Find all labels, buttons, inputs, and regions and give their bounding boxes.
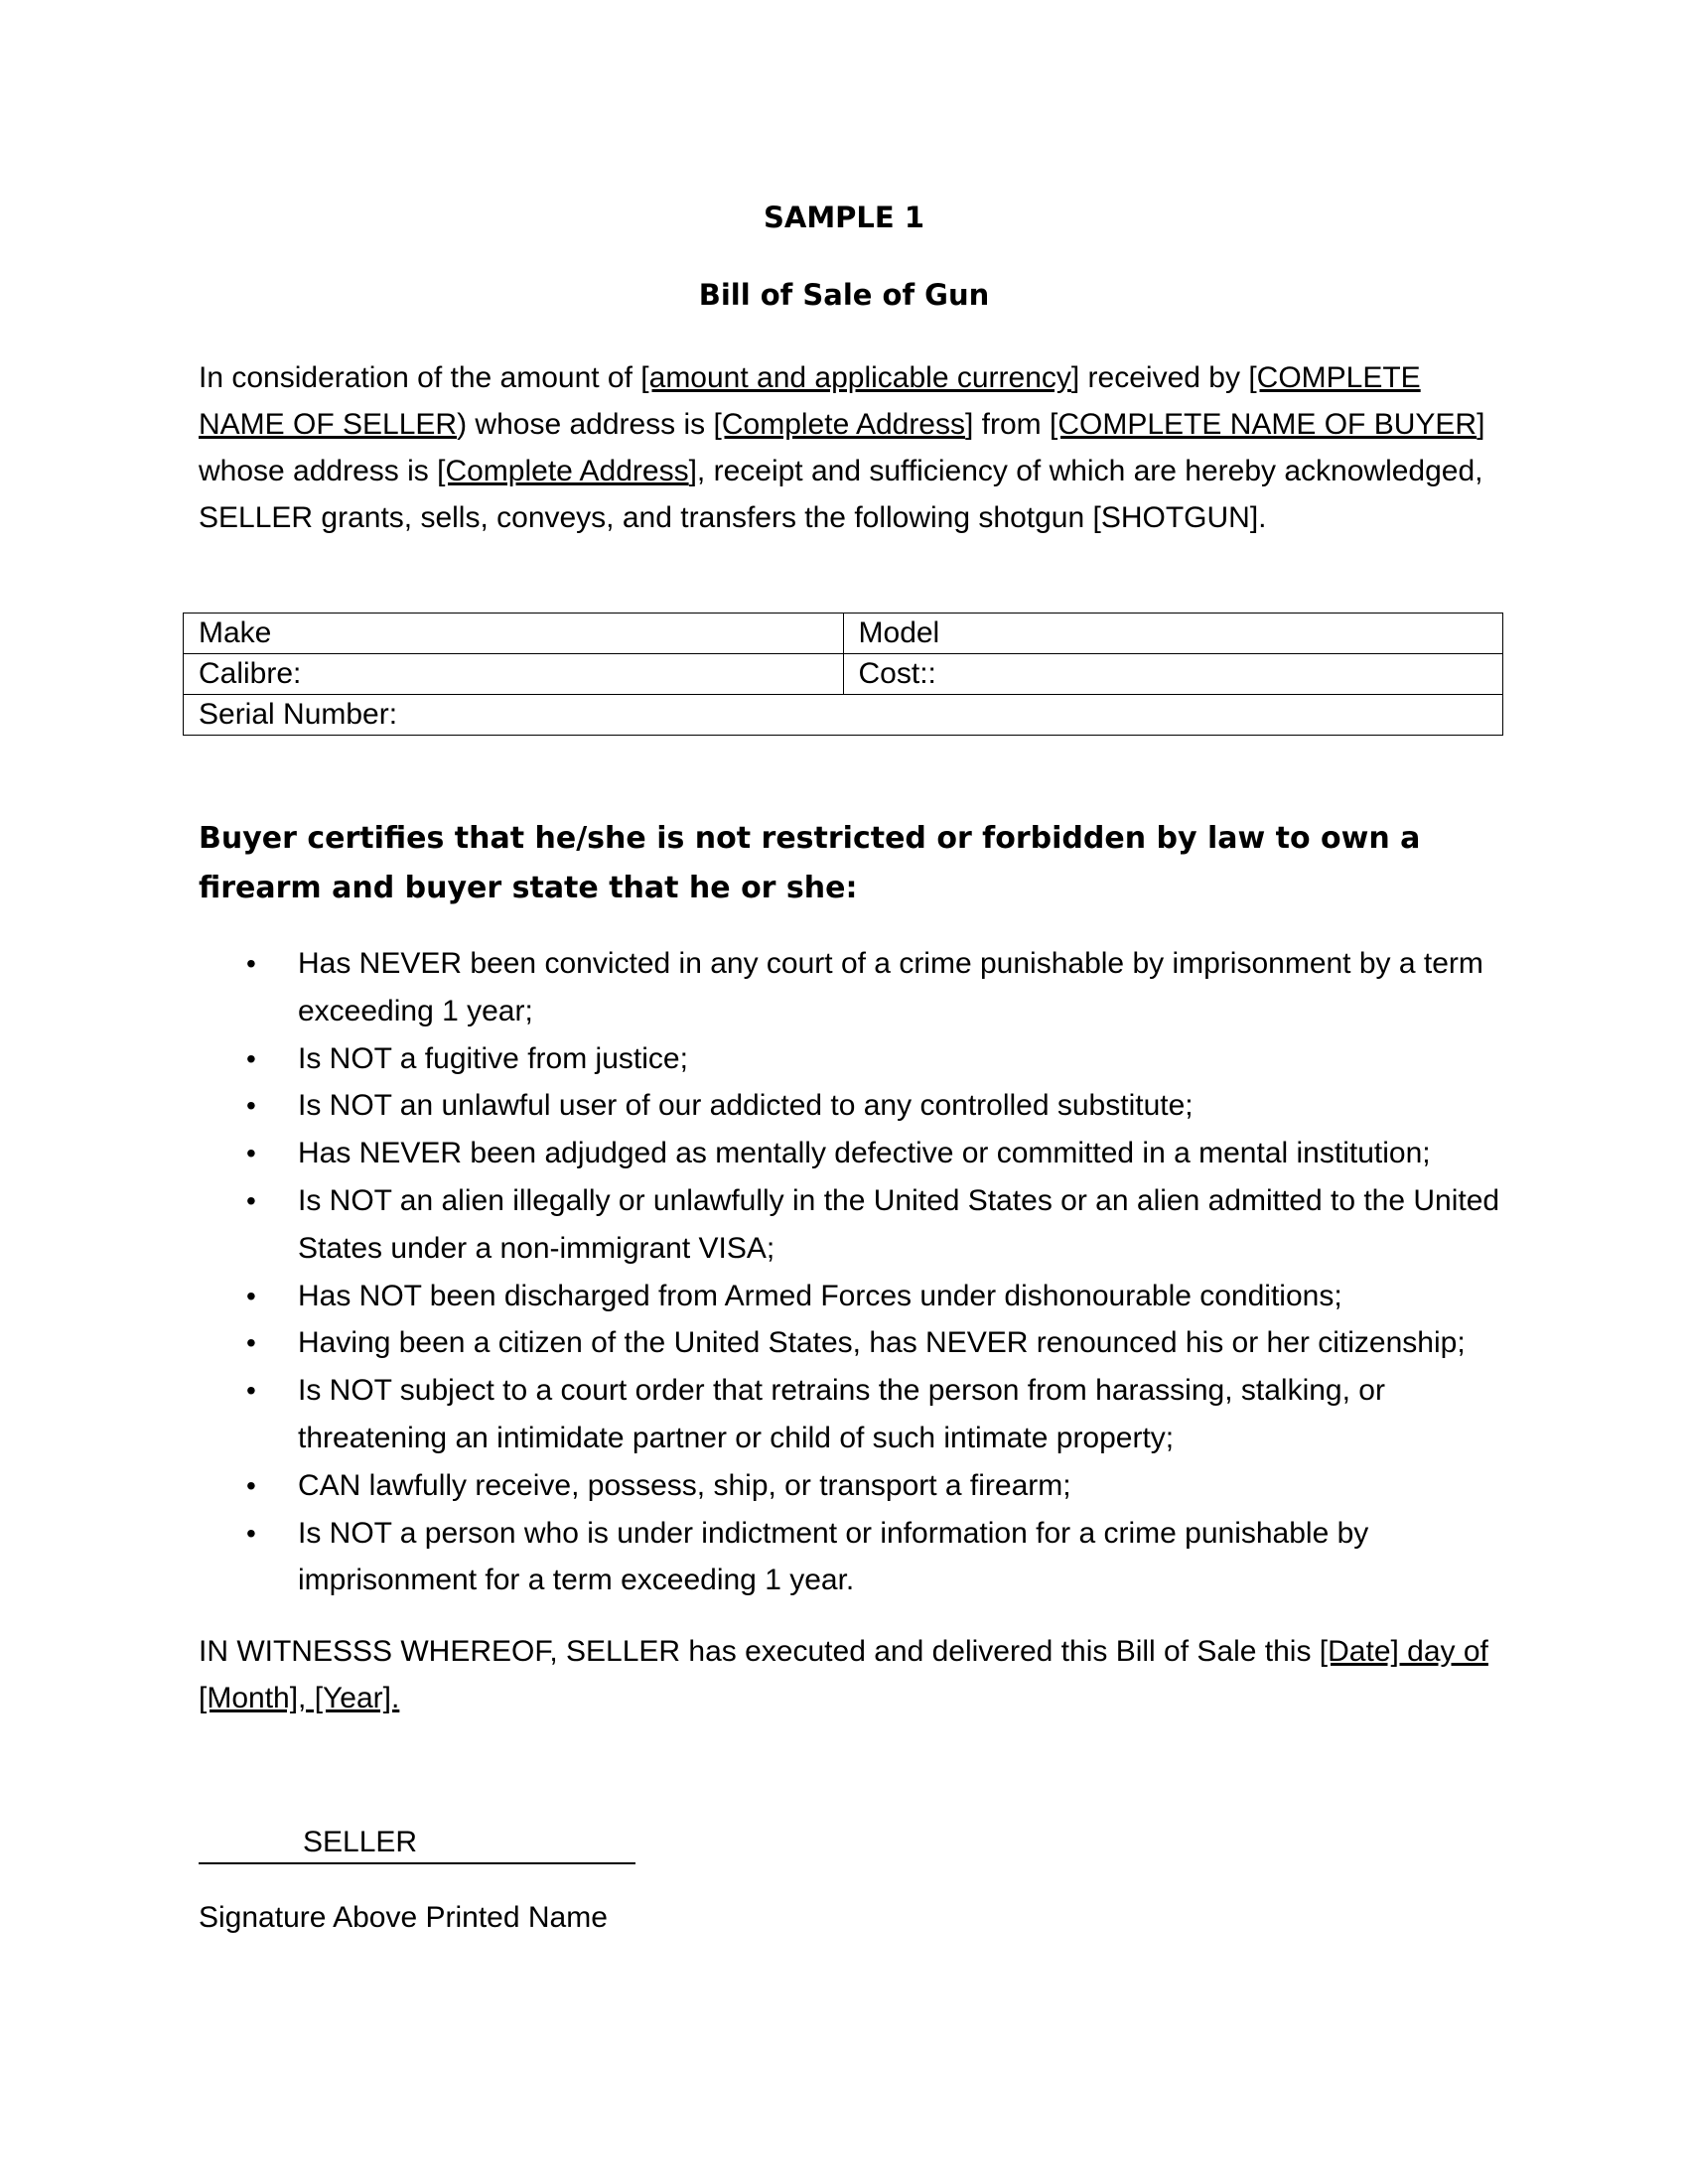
bullet-icon: • — [246, 948, 256, 979]
list-item: • Is NOT a fugitive from justice; — [199, 1035, 1509, 1083]
intro-text-5: ] whose address is — [199, 408, 1485, 487]
document-title: Bill of Sale of Gun — [698, 278, 990, 312]
bullet-icon: • — [246, 1327, 256, 1359]
make-cell: Make — [184, 614, 844, 654]
buyer-name-placeholder: [COMPLETE NAME OF BUYER — [1050, 408, 1477, 441]
signature-caption: Signature Above Printed Name — [199, 1901, 608, 1934]
bullet-icon: • — [246, 1138, 256, 1169]
date-placeholder: [Date] day of [Month], [Year]. — [199, 1635, 1488, 1714]
table-row — [184, 654, 1503, 695]
table-row — [184, 614, 1503, 654]
cost-cell: Cost:: — [843, 654, 1502, 695]
list-item: • Is NOT an unlawful user of our addicted to any controlled substitute; — [199, 1082, 1509, 1130]
serial-number-cell: Serial Number: — [184, 695, 1503, 736]
list-item: • Is NOT an alien illegally or unlawfully in the United States or an alien admitted to the United States under a non-immigrant VISA; — [199, 1177, 1509, 1273]
bullet-icon: • — [246, 1280, 256, 1311]
seller-name-placeholder: [COMPLETE NAME OF SELLER — [199, 361, 1421, 441]
intro-text-3: ) whose address is — [457, 408, 714, 441]
list-item: • Has NEVER been convicted in any court of a crime punishable by imprisonment by a term exceeding 1 year; — [199, 940, 1509, 1035]
bullet-icon: • — [246, 1375, 256, 1407]
bullet-icon: • — [246, 1090, 256, 1122]
amount-placeholder: [amount and applicable currency — [640, 361, 1071, 394]
intro-text-4: ] from — [965, 408, 1051, 441]
bullet-icon: • — [246, 1517, 256, 1549]
bullet-icon: • — [246, 1184, 256, 1216]
certification-list — [199, 940, 1509, 1604]
sample-label: SAMPLE 1 — [763, 201, 924, 234]
table-row — [184, 695, 1503, 736]
buyer-certification-heading: Buyer certifies that he/she is not restricted or forbidden by law to own a firearm and buyer state that he or she: — [199, 821, 1421, 905]
model-cell: Model — [843, 614, 1502, 654]
seller-address-placeholder: [Complete Address — [713, 408, 965, 441]
list-item: • Has NOT been discharged from Armed Forces under dishonourable conditions; — [199, 1273, 1509, 1320]
bullet-icon: • — [246, 1042, 256, 1074]
list-item: • Having been a citizen of the United States, has NEVER renounced his or her citizenship; — [199, 1319, 1509, 1367]
list-item: • Has NEVER been adjudged as mentally defective or committed in a mental institution; — [199, 1130, 1509, 1177]
seller-signature-line — [199, 1823, 635, 1864]
bullet-icon: • — [246, 1469, 256, 1501]
list-item: • Is NOT a person who is under indictment or information for a crime punishable by imprisonment for a term exceeding 1 year. — [199, 1510, 1509, 1605]
intro-text-2: ] received by — [1070, 361, 1249, 394]
intro-text-6: ], receipt and sufficiency of which are hereby acknowledged, SELLER grants, sells, conveys, and transfers the following shotgun [SHOTGUN]. — [199, 455, 1483, 534]
seller-label: SELLER — [303, 1826, 418, 1858]
calibre-cell: Calibre: — [184, 654, 844, 695]
buyer-address-placeholder: [Complete Address — [437, 455, 689, 487]
witness-paragraph — [199, 1628, 1509, 1721]
list-item: • Is NOT subject to a court order that retrains the person from harassing, stalking, or threatening an intimidate partner or child of such intimate property; — [199, 1367, 1509, 1462]
list-item: • CAN lawfully receive, possess, ship, or transport a firearm; — [199, 1462, 1509, 1510]
firearm-details-table — [183, 613, 1503, 736]
intro-text-1: In consideration of the amount of — [199, 361, 641, 394]
consideration-paragraph — [199, 354, 1509, 541]
witness-text: IN WITNESSS WHEREOF, SELLER has executed and delivered this Bill of Sale this — [199, 1635, 1320, 1668]
